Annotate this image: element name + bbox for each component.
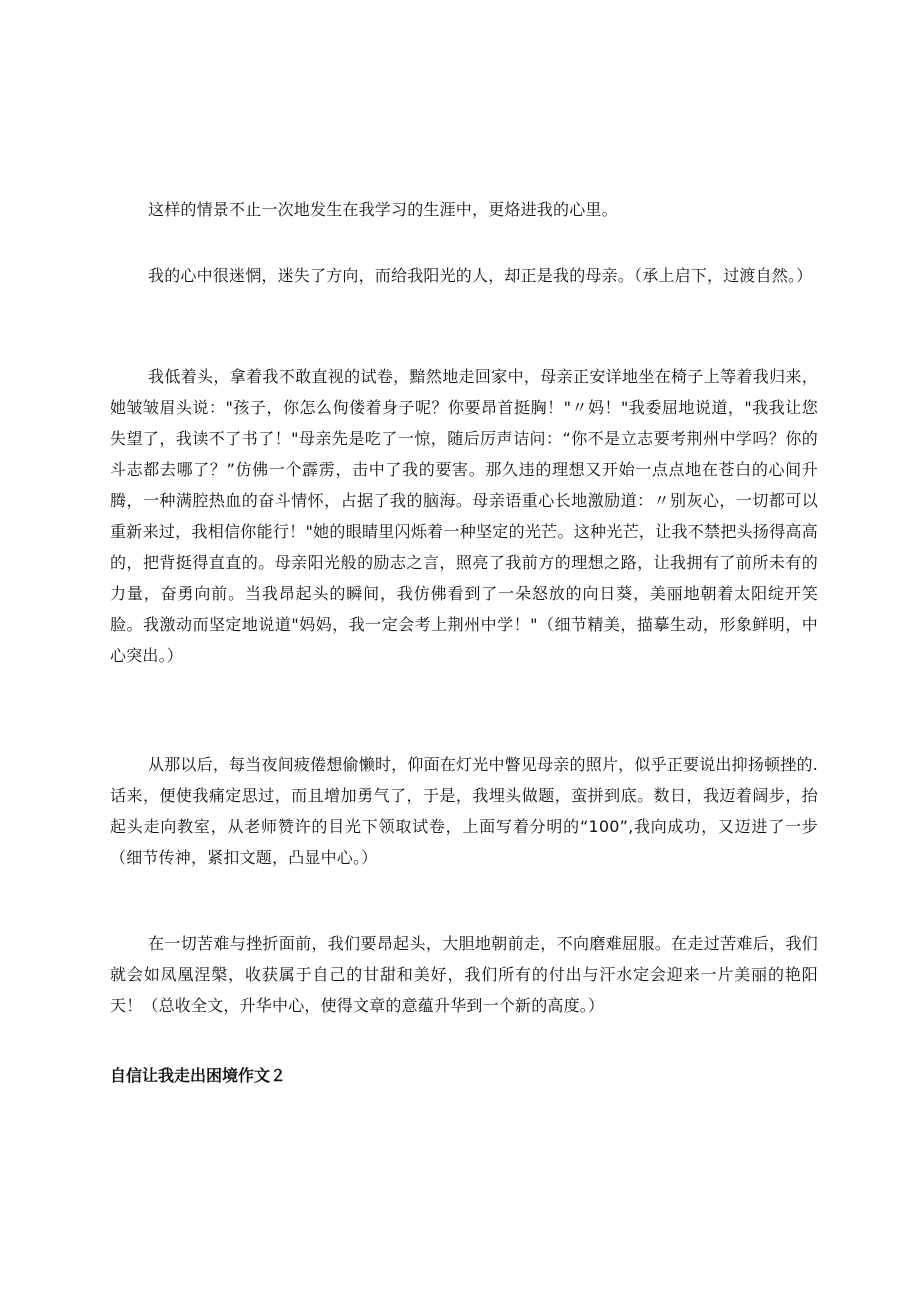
- paragraph-1: 这样的情景不止一次地发生在我学习的生涯中，更烙进我的心里。: [148, 200, 618, 219]
- paragraph-3: 我低着头，拿着我不敢直视的试卷，黯然地走回家中，母亲正安详地坐在椅子上等着我归来，她皱皱眉头说："孩子，你怎么佝偻着身子呢？你要昂首挺胸！"〃妈！"我委屈地说道，"我我让您失望了，我读不了书了！"母亲先是吃了一惊，随后厉声诘问：“你不是立志要考荆州中学吗？你的斗志都去哪了？”仿佛一个霹雳，击中了我的要害。那久违的理想又开始一点点地在苍白的心间升腾，一种满腔热血的奋斗情怀，占据了我的脑海。母亲语重心长地激励道：〃别灰心，一切都可以重新来过，我相信你能行！"她的眼睛里闪烁着一种坚定的光芒。这种光芒，让我不禁把头扬得高高的，把背挺得直直的。母亲阳光般的励志之言，照亮了我前方的理想之路，让我拥有了前所未有的力量，奋勇向前。当我昂起头的瞬间，我仿佛看到了一朵怒放的向日葵，美丽地朝着太阳绽开笑脸。我激动而坚定地说道"妈妈，我一定会考上荆州中学！"（细节精美，描摹生动，形象鲜明，中心突出。）: [110, 367, 818, 665]
- section-heading: 自信让我走出困境作文２: [110, 1066, 287, 1085]
- paragraph-5: 在一切苦难与挫折面前，我们要昂起头，大胆地朝前走，不向磨难屈服。在走过苦难后，我们就会如凤凰涅槃，收获属于自己的甘甜和美好，我们所有的付出与汗水定会迎来一片美丽的艳阳天！（总收全文，升华中心，使得文章的意蕴升华到一个新的高度。）: [110, 934, 818, 1015]
- paragraph-4: 从那以后，每当夜间疲倦想偷懒时，仰面在灯光中瞥见母亲的照片，似乎正要说出抑扬顿挫的.话来，便使我痛定思过，而且增加勇气了，于是，我埋头做题，蛮拼到底。数日，我迈着阔步，抬起头走向教室，从老师赞许的目光下领取试卷，上面写着分明的“100”,我向成功，又迈进了一步（细节传神，紧扣文题，凸显中心。）: [110, 755, 818, 867]
- paragraph-2: 我的心中很迷惘，迷失了方向，而给我阳光的人，却正是我的母亲。（承上启下，过渡自然。）: [148, 266, 813, 285]
